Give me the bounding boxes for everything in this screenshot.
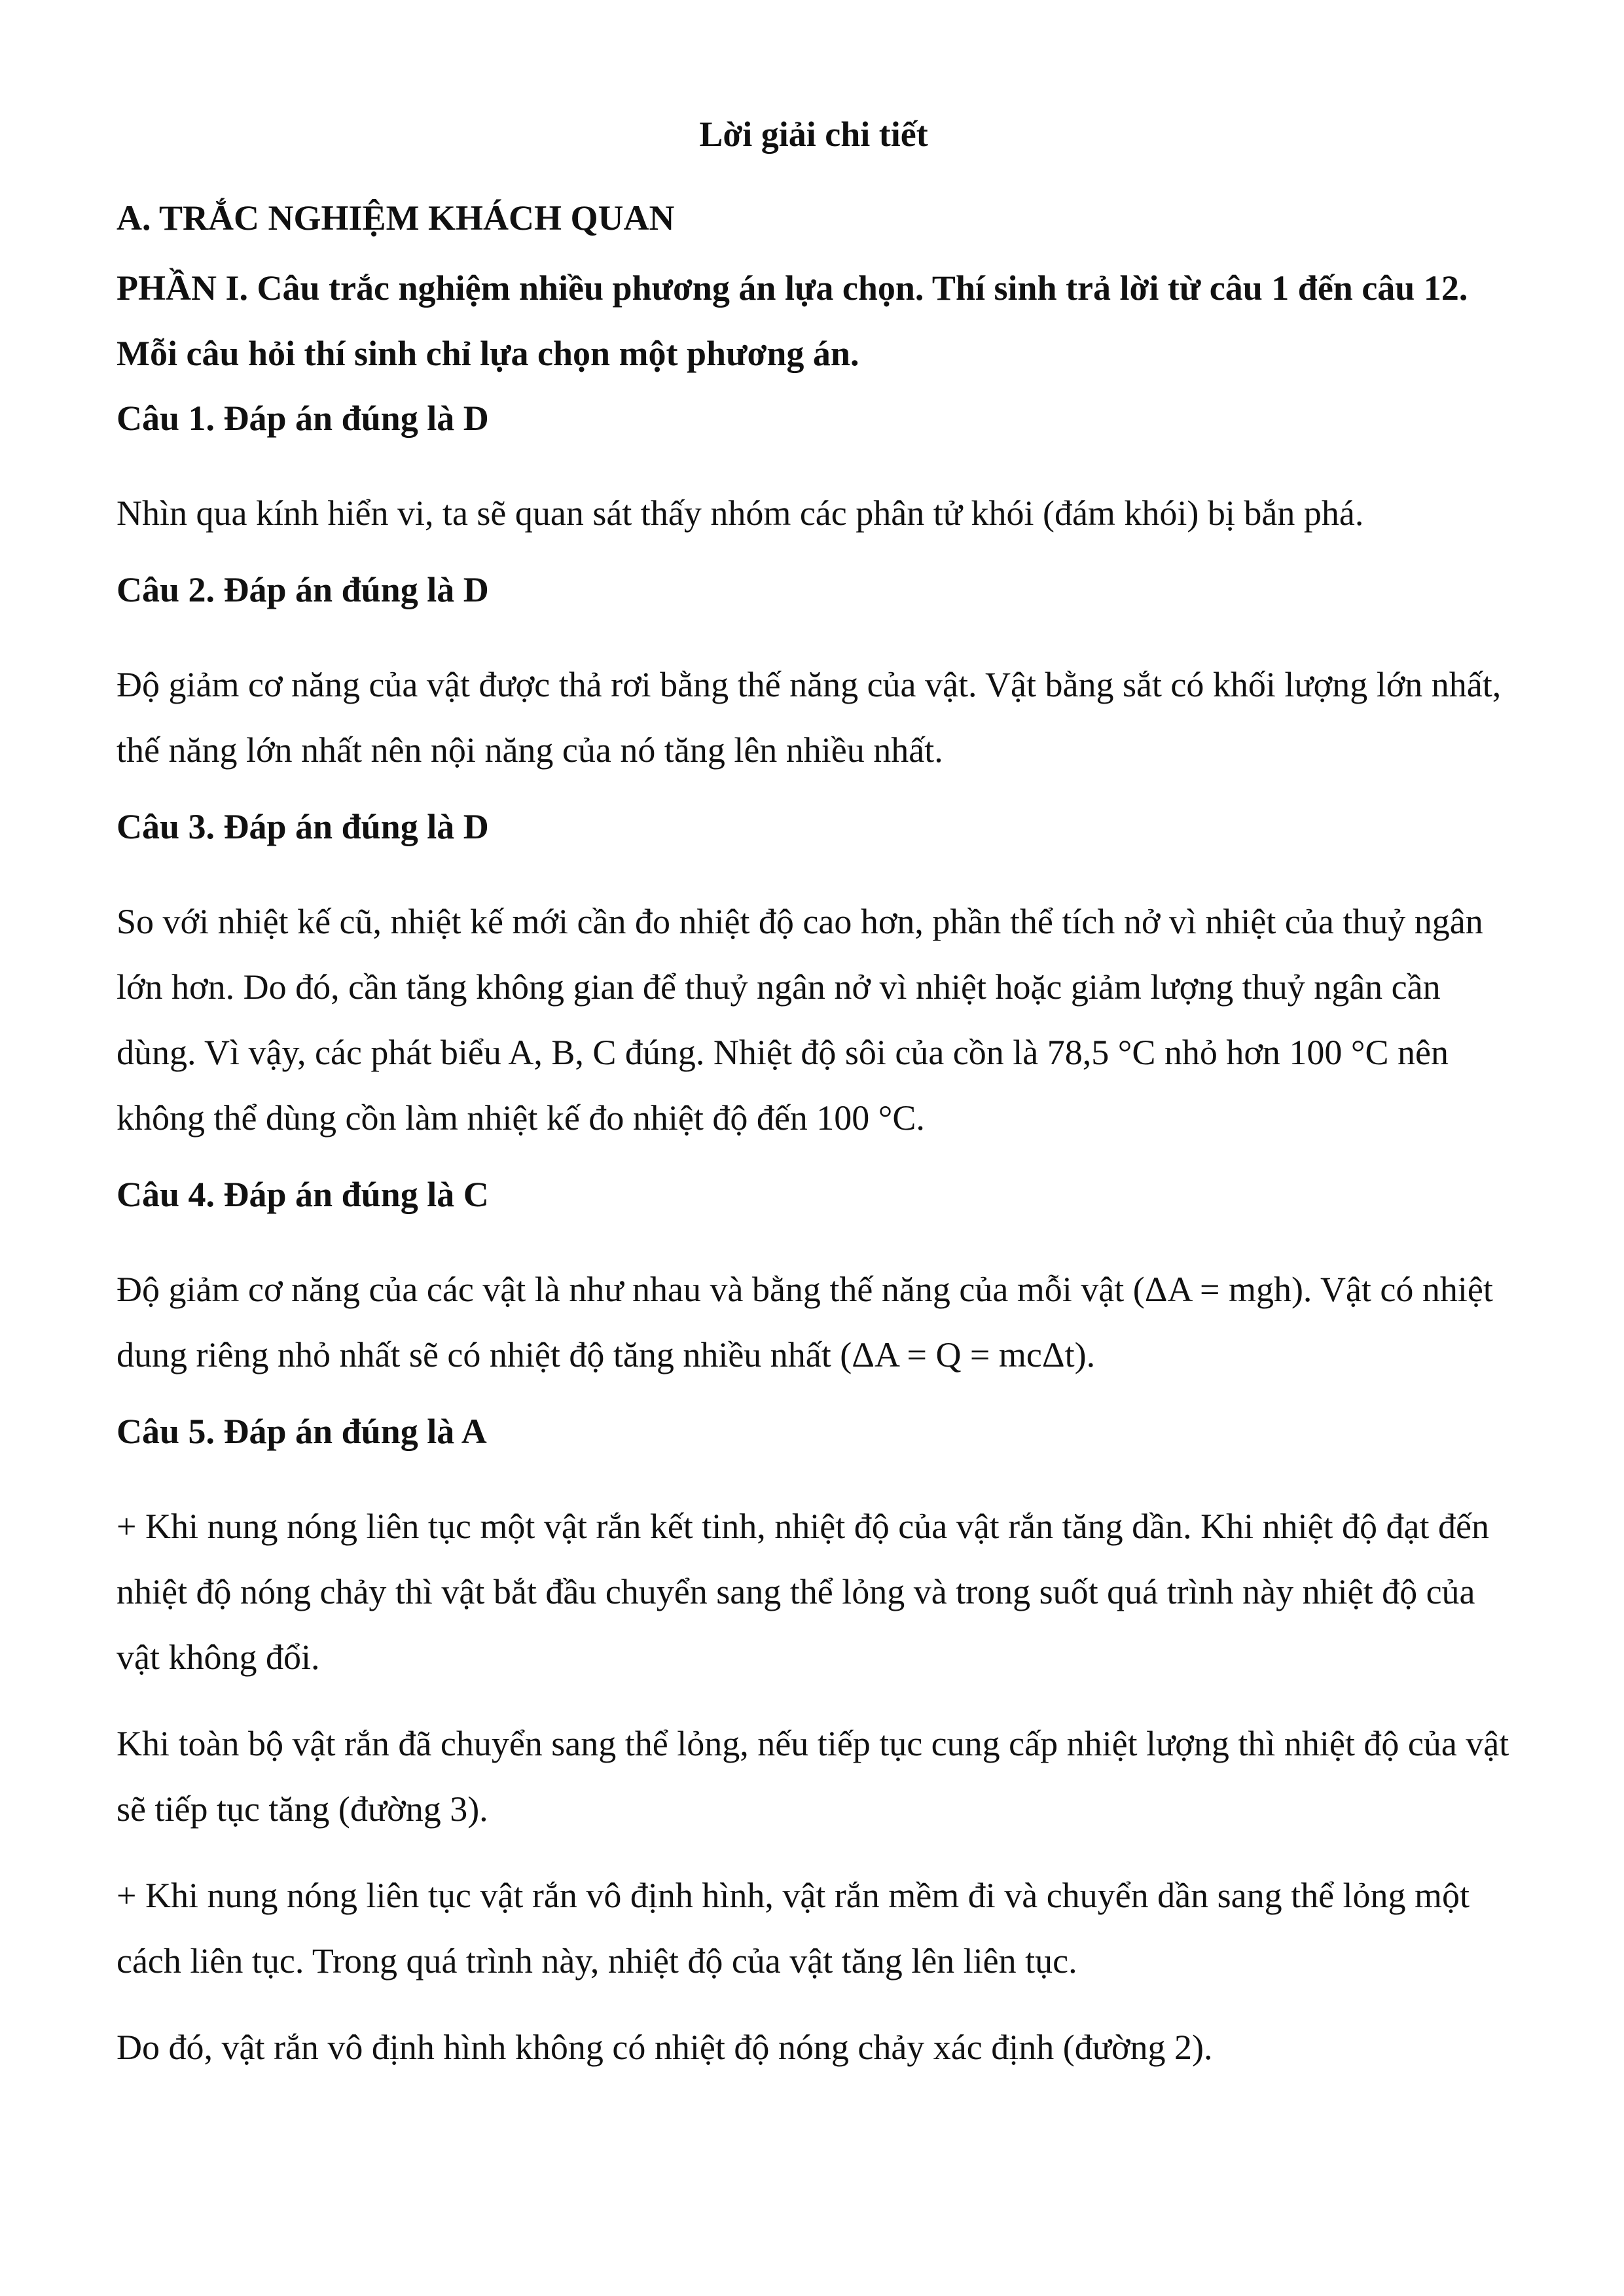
answer-paragraph: Nhìn qua kính hiển vi, ta sẽ quan sát thấy nhóm các phân tử khói (đám khói) bị bắn phá. xyxy=(117,493,1364,533)
answer-paragraph: + Khi nung nóng liên tục một vật rắn kết tinh, nhiệt độ của vật rắn tăng dần. Khi nhiệt độ đạt đến nhiệt độ nóng chảy thì vật bắt đầu chuyển sang thể lỏng và trong suốt quá trình này nhiệt độ của vật không đổi. xyxy=(117,1507,1489,1677)
question-4 xyxy=(117,1172,1511,1388)
document-page xyxy=(117,111,1511,2101)
question-2 xyxy=(117,567,1511,783)
answer-paragraph: Độ giảm cơ năng của các vật là như nhau và bằng thế năng của mỗi vật (ΔA = mgh). Vật có nhiệt dung riêng nhỏ nhất sẽ có nhiệt độ tăng nhiều nhất (ΔA = Q = mcΔt). xyxy=(117,1270,1493,1374)
answer-paragraph: Độ giảm cơ năng của vật được thả rơi bằng thế năng của vật. Vật bằng sắt có khối lượng lớn nhất, thế năng lớn nhất nên nội năng của nó tăng lên nhiều nhất. xyxy=(117,665,1502,770)
question-heading: Câu 1. Đáp án đúng là D xyxy=(117,399,489,438)
answer-paragraph: Khi toàn bộ vật rắn đã chuyển sang thể lỏng, nếu tiếp tục cung cấp nhiệt lượng thì nhiệt độ của vật sẽ tiếp tục tăng (đường 3). xyxy=(117,1724,1509,1829)
question-heading: Câu 3. Đáp án đúng là D xyxy=(117,807,489,846)
question-heading: Câu 4. Đáp án đúng là C xyxy=(117,1175,489,1214)
question-3 xyxy=(117,804,1511,1151)
question-heading: Câu 5. Đáp án đúng là A xyxy=(117,1412,487,1451)
question-heading: Câu 2. Đáp án đúng là D xyxy=(117,570,489,609)
page-title: Lời giải chi tiết xyxy=(699,115,928,154)
answer-paragraph: + Khi nung nóng liên tục vật rắn vô định hình, vật rắn mềm đi và chuyển dần sang thể lỏng một cách liên tục. Trong quá trình này, nhiệt độ của vật tăng lên liên tục. xyxy=(117,1876,1470,1981)
answer-paragraph: Do đó, vật rắn vô định hình không có nhiệt độ nóng chảy xác định (đường 2). xyxy=(117,2028,1213,2067)
answer-paragraph: So với nhiệt kế cũ, nhiệt kế mới cần đo nhiệt độ cao hơn, phần thể tích nở vì nhiệt của thuỷ ngân lớn hơn. Do đó, cần tăng không gian để thuỷ ngân nở vì nhiệt hoặc giảm lượng thuỷ ngân cần dùng. Vì vậy, các phát biểu A, B, C đúng. Nhiệt độ sôi của cồn là 78,5 °C nhỏ hơn 100 °C nên không thể dùng cồn làm nhiệt kế đo nhiệt độ đến 100 °C. xyxy=(117,902,1483,1138)
part-heading: PHẦN I. Câu trắc nghiệm nhiều phương án lựa chọn. Thí sinh trả lời từ câu 1 đến câu 12. Mỗi câu hỏi thí sinh chỉ lựa chọn một phương án. xyxy=(117,268,1468,373)
section-heading: A. TRẮC NGHIỆM KHÁCH QUAN xyxy=(117,198,675,238)
question-5 xyxy=(117,1408,1511,2080)
question-1 xyxy=(117,395,1511,546)
